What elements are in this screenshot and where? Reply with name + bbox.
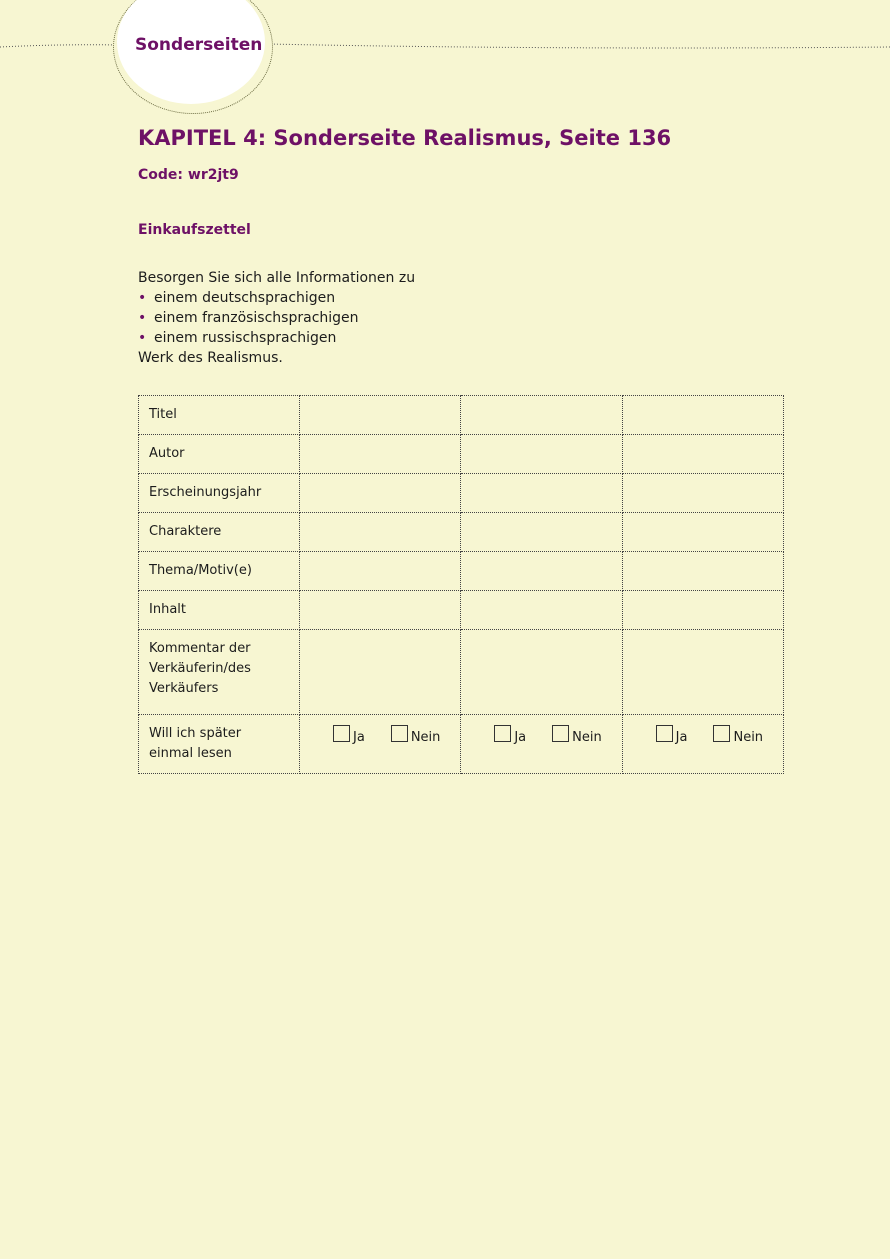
shopping-list-table [138, 395, 784, 774]
entry-cell[interactable] [300, 552, 461, 591]
list-item: • einem deutschsprachigen [138, 290, 336, 306]
table-row [139, 715, 784, 774]
no-label: Nein [410, 730, 441, 745]
entry-cell[interactable] [622, 630, 783, 715]
entry-cell[interactable] [622, 513, 783, 552]
entry-cell[interactable] [461, 591, 622, 630]
entry-cell[interactable] [300, 591, 461, 630]
table-row [139, 435, 784, 474]
intro-list [138, 288, 538, 348]
entry-cell[interactable] [300, 513, 461, 552]
code-label: Code: wr2jt9 [138, 167, 239, 183]
row-label: Thema/Motiv(e) [139, 552, 300, 591]
checkbox-yes[interactable] [333, 725, 350, 742]
entry-cell[interactable] [622, 396, 783, 435]
entry-cell[interactable] [622, 591, 783, 630]
yes-label: Ja [353, 730, 365, 745]
table-row [139, 552, 784, 591]
no-label: Nein [572, 730, 602, 745]
entry-cell[interactable] [461, 513, 622, 552]
choice-cell [461, 715, 622, 774]
row-label: Will ich später einmal lesen [139, 715, 300, 774]
table-row [139, 591, 784, 630]
choice-cell [300, 715, 461, 774]
yes-label: Ja [514, 730, 527, 745]
bullet-icon: • [138, 330, 147, 346]
checkbox-no[interactable] [552, 725, 569, 742]
section-heading: Einkaufszettel [138, 222, 251, 238]
checkbox-no[interactable] [391, 725, 408, 742]
checkbox-yes[interactable] [656, 725, 673, 742]
row-label: Erscheinungsjahr [139, 474, 300, 513]
entry-cell[interactable] [300, 630, 461, 715]
table-row [139, 474, 784, 513]
entry-cell[interactable] [461, 552, 622, 591]
list-item: • einem französischsprachigen [138, 310, 359, 326]
entry-cell[interactable] [461, 396, 622, 435]
entry-cell[interactable] [461, 474, 622, 513]
entry-cell[interactable] [622, 474, 783, 513]
entry-cell[interactable] [461, 435, 622, 474]
entry-cell[interactable] [622, 552, 783, 591]
checkbox-no[interactable] [713, 725, 730, 742]
entry-cell[interactable] [461, 630, 622, 715]
row-label: Inhalt [139, 591, 300, 630]
section-badge-label: Sonderseiten [135, 35, 263, 55]
bullet-icon: • [138, 310, 147, 326]
checkbox-yes[interactable] [494, 725, 511, 742]
row-label: Titel [139, 396, 300, 435]
choice-cell [622, 715, 783, 774]
bullet-icon: • [138, 290, 147, 306]
entry-cell[interactable] [300, 396, 461, 435]
table-row [139, 630, 784, 715]
intro-text [138, 268, 538, 368]
entry-cell[interactable] [300, 474, 461, 513]
no-label: Nein [733, 730, 764, 745]
table-row [139, 513, 784, 552]
entry-cell[interactable] [622, 435, 783, 474]
row-label: Kommentar der Verkäuferin/des Verkäufers [139, 630, 300, 715]
intro-lead: Besorgen Sie sich alle Informationen zu [138, 270, 416, 286]
row-label: Charaktere [139, 513, 300, 552]
table-row [139, 396, 784, 435]
list-item: • einem russischsprachigen [138, 330, 337, 346]
yes-label: Ja [675, 730, 688, 745]
page-title: KAPITEL 4: Sonderseite Realismus, Seite 136 [138, 126, 672, 150]
entry-cell[interactable] [300, 435, 461, 474]
row-label: Autor [139, 435, 300, 474]
intro-tail: Werk des Realismus. [138, 350, 283, 366]
